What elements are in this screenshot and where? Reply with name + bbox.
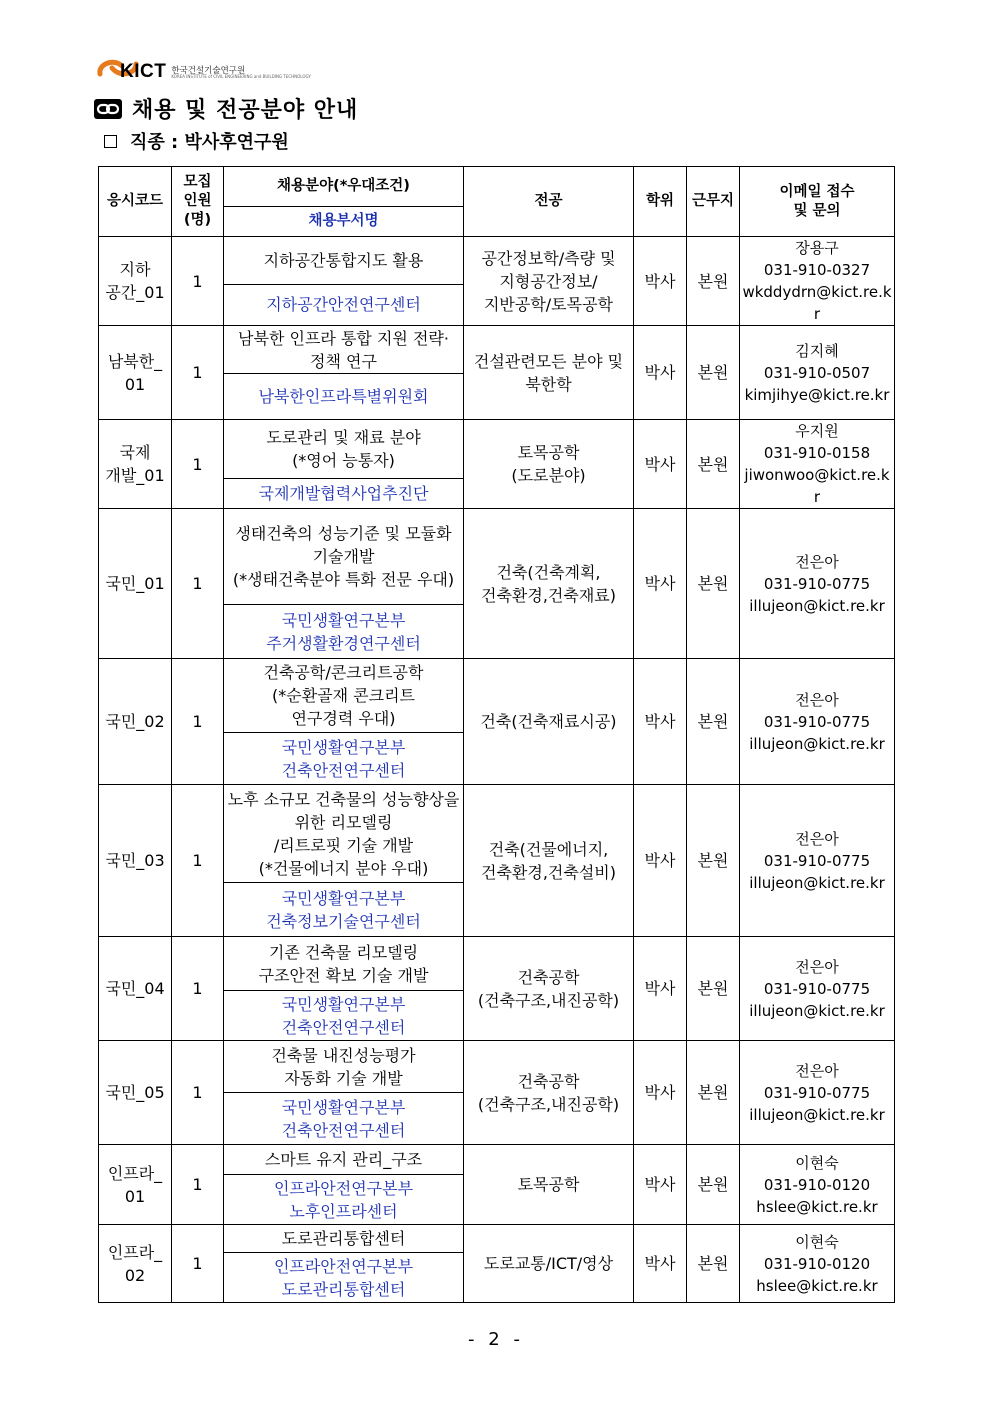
contact-email[interactable]: illujeon@kict.re.kr — [749, 1105, 885, 1124]
cell-count: 1 — [172, 937, 224, 1041]
contact-phone: 031-910-0327 — [763, 261, 871, 279]
cell-code: 인프라_ 02 — [99, 1225, 172, 1303]
contact-name: 전은아 — [795, 957, 839, 976]
cell-contact — [740, 1225, 895, 1303]
cell-field: 스마트 유지 관리_구조 — [224, 1145, 464, 1175]
page-heading — [94, 93, 358, 124]
kict-logo — [96, 48, 311, 84]
cell-dept: 남북한인프라특별위원회 — [224, 374, 464, 420]
cell-dept: 국민생활연구본부 건축정보기술연구센터 — [224, 883, 464, 937]
contact-email[interactable]: hslee@kict.re.kr — [756, 1276, 878, 1295]
cell-degree: 박사 — [634, 1145, 687, 1225]
contact-phone: 031-910-0775 — [763, 979, 871, 998]
contact-name: 전은아 — [795, 690, 839, 709]
cell-contact — [740, 1041, 895, 1145]
cell-dept: 국제개발협력사업추진단 — [224, 479, 464, 509]
table-row — [99, 1041, 895, 1093]
header-code: 응시코드 — [99, 167, 172, 237]
cell-contact — [740, 1145, 895, 1225]
cell-count: 1 — [172, 1041, 224, 1145]
cell-location: 본원 — [687, 785, 740, 937]
cell-location: 본원 — [687, 509, 740, 659]
cell-major: 건축공학 (건축구조,내진공학) — [464, 1041, 634, 1145]
cell-field: 건축공학/콘크리트공학 (*순환골재 콘크리트 연구경력 우대) — [224, 659, 464, 733]
contact-name: 우지원 — [795, 422, 839, 440]
page-title: 채용 및 전공분야 안내 — [132, 98, 359, 123]
contact-email[interactable]: illujeon@kict.re.kr — [749, 734, 885, 753]
cell-dept: 인프라안전연구본부 도로관리통합센터 — [224, 1253, 464, 1303]
table-row — [99, 659, 895, 733]
checkbox-square-icon — [104, 135, 117, 148]
cell-code: 국민_05 — [99, 1041, 172, 1145]
header-degree: 학위 — [634, 167, 687, 237]
contact-phone: 031-910-0775 — [763, 712, 871, 731]
cell-field: 남북한 인프라 통합 지원 전략·정책 연구 — [224, 326, 464, 374]
contact-phone: 031-910-0120 — [763, 1254, 871, 1273]
cell-dept: 국민생활연구본부 건축안전연구센터 — [224, 1093, 464, 1145]
cell-code: 국민_01 — [99, 509, 172, 659]
cell-count: 1 — [172, 1145, 224, 1225]
cell-major: 건축공학 (건축구조,내진공학) — [464, 937, 634, 1041]
table-row — [99, 509, 895, 605]
cell-major: 건축(건축재료시공) — [464, 659, 634, 785]
cell-code: 지하 공간_01 — [99, 237, 172, 326]
cell-degree: 박사 — [634, 326, 687, 420]
contact-email[interactable]: illujeon@kict.re.kr — [749, 873, 885, 892]
table-row — [99, 420, 895, 479]
link-icon — [94, 99, 122, 119]
contact-email[interactable]: illujeon@kict.re.kr — [749, 1001, 885, 1020]
contact-phone: 031-910-0158 — [763, 444, 871, 462]
cell-contact — [740, 509, 895, 659]
cell-dept: 지하공간안전연구센터 — [224, 284, 464, 325]
header-count: 모집 인원 (명) — [172, 167, 224, 237]
cell-count: 1 — [172, 420, 224, 509]
cell-field: 도로관리통합센터 — [224, 1225, 464, 1253]
page-number: - 2 - — [468, 1329, 524, 1350]
cell-location: 본원 — [687, 326, 740, 420]
cell-location: 본원 — [687, 237, 740, 326]
cell-degree: 박사 — [634, 509, 687, 659]
contact-name: 이현숙 — [795, 1232, 839, 1251]
cell-field: 노후 소규모 건축물의 성능향상을 위한 리모델링 /리트로핏 기술 개발 (*건물에너지 분야 우대) — [224, 785, 464, 883]
cell-contact — [740, 937, 895, 1041]
cell-count: 1 — [172, 326, 224, 420]
table-row — [99, 785, 895, 883]
cell-count: 1 — [172, 509, 224, 659]
cell-code: 국민_02 — [99, 659, 172, 785]
cell-count: 1 — [172, 1225, 224, 1303]
contact-name: 장용구 — [795, 239, 839, 257]
contact-phone: 031-910-0775 — [763, 1083, 871, 1102]
cell-major: 토목공학 (도로분야) — [464, 420, 634, 509]
cell-degree: 박사 — [634, 420, 687, 509]
cell-code: 국민_04 — [99, 937, 172, 1041]
cell-contact — [740, 326, 895, 420]
cell-degree: 박사 — [634, 785, 687, 937]
header-contact: 이메일 접수 및 문의 — [740, 167, 895, 237]
cell-code: 국제 개발_01 — [99, 420, 172, 509]
cell-contact — [740, 420, 895, 509]
table-row — [99, 326, 895, 374]
contact-phone: 031-910-0775 — [763, 851, 871, 870]
logo-org-name-en: KOREA INSTITUTE of CIVIL ENGINEERING and BUILDING TECHNOLOGY — [171, 74, 311, 79]
logo-org-name-ko: 한국건설기술연구원 — [171, 65, 246, 76]
cell-count: 1 — [172, 785, 224, 937]
cell-location: 본원 — [687, 1041, 740, 1145]
table-row — [99, 1145, 895, 1175]
cell-degree: 박사 — [634, 937, 687, 1041]
cell-major: 건설관련모든 분야 및 북한학 — [464, 326, 634, 420]
cell-field: 생태건축의 성능기준 및 모듈화 기술개발 (*생태건축분야 특화 전문 우대) — [224, 509, 464, 605]
cell-major: 공간정보학/측량 및 지형공간정보/지반공학/토목공학 — [464, 237, 634, 326]
cell-major: 건축(건물에너지, 건축환경,건축설비) — [464, 785, 634, 937]
contact-name: 이현숙 — [795, 1153, 839, 1172]
cell-field: 도로관리 및 재료 분야 (*영어 능통자) — [224, 420, 464, 479]
contact-email[interactable]: kimjihye@kict.re.kr — [744, 385, 890, 404]
recruitment-table — [98, 166, 895, 1303]
cell-contact — [740, 785, 895, 937]
section-subtitle — [104, 128, 289, 154]
cell-degree: 박사 — [634, 237, 687, 326]
cell-contact — [740, 237, 895, 326]
cell-count: 1 — [172, 237, 224, 326]
cell-location: 본원 — [687, 420, 740, 509]
cell-dept: 국민생활연구본부 주거생활환경연구센터 — [224, 605, 464, 659]
contact-name: 전은아 — [795, 829, 839, 848]
cell-code: 국민_03 — [99, 785, 172, 937]
table-row — [99, 1225, 895, 1253]
contact-email[interactable]: hslee@kict.re.kr — [756, 1197, 878, 1216]
cell-major: 건축(건축계획, 건축환경,건축재료) — [464, 509, 634, 659]
cell-dept: 국민생활연구본부 건축안전연구센터 — [224, 991, 464, 1041]
logo-org-name — [171, 67, 311, 80]
logo-wordmark: KICT — [120, 61, 167, 82]
header-major: 전공 — [464, 167, 634, 237]
cell-dept: 국민생활연구본부 건축안전연구센터 — [224, 733, 464, 785]
cell-degree: 박사 — [634, 1041, 687, 1145]
cell-field: 기존 건축물 리모델링 구조안전 확보 기술 개발 — [224, 937, 464, 991]
cell-contact — [740, 659, 895, 785]
contact-phone: 031-910-0775 — [763, 574, 871, 593]
cell-dept: 인프라안전연구본부 노후인프라센터 — [224, 1175, 464, 1225]
contact-name: 김지혜 — [795, 341, 839, 360]
cell-major: 도로교통/ICT/영상 — [464, 1225, 634, 1303]
cell-location: 본원 — [687, 1225, 740, 1303]
cell-field: 건축물 내진성능평가 자동화 기술 개발 — [224, 1041, 464, 1093]
header-dept: 채용부서명 — [224, 207, 464, 237]
contact-phone: 031-910-0120 — [763, 1175, 871, 1194]
cell-location: 본원 — [687, 1145, 740, 1225]
cell-location: 본원 — [687, 659, 740, 785]
contact-name: 전은아 — [795, 1061, 839, 1080]
contact-phone: 031-910-0507 — [763, 363, 871, 382]
contact-email[interactable]: wkddydrn@kict.re.kr — [742, 283, 892, 323]
cell-code: 인프라_ 01 — [99, 1145, 172, 1225]
header-field: 채용분야(*우대조건) — [224, 167, 464, 207]
contact-email[interactable]: illujeon@kict.re.kr — [749, 596, 885, 615]
cell-code: 남북한_ 01 — [99, 326, 172, 420]
table-row — [99, 937, 895, 991]
cell-major: 토목공학 — [464, 1145, 634, 1225]
job-type-label: 직종 : 박사후연구원 — [130, 132, 289, 153]
contact-email[interactable]: jiwonwoo@kict.re.kr — [744, 466, 890, 506]
table-row — [99, 237, 895, 285]
cell-location: 본원 — [687, 937, 740, 1041]
contact-name: 전은아 — [795, 552, 839, 571]
cell-count: 1 — [172, 659, 224, 785]
cell-degree: 박사 — [634, 1225, 687, 1303]
cell-degree: 박사 — [634, 659, 687, 785]
cell-field: 지하공간통합지도 활용 — [224, 237, 464, 285]
header-location: 근무지 — [687, 167, 740, 237]
